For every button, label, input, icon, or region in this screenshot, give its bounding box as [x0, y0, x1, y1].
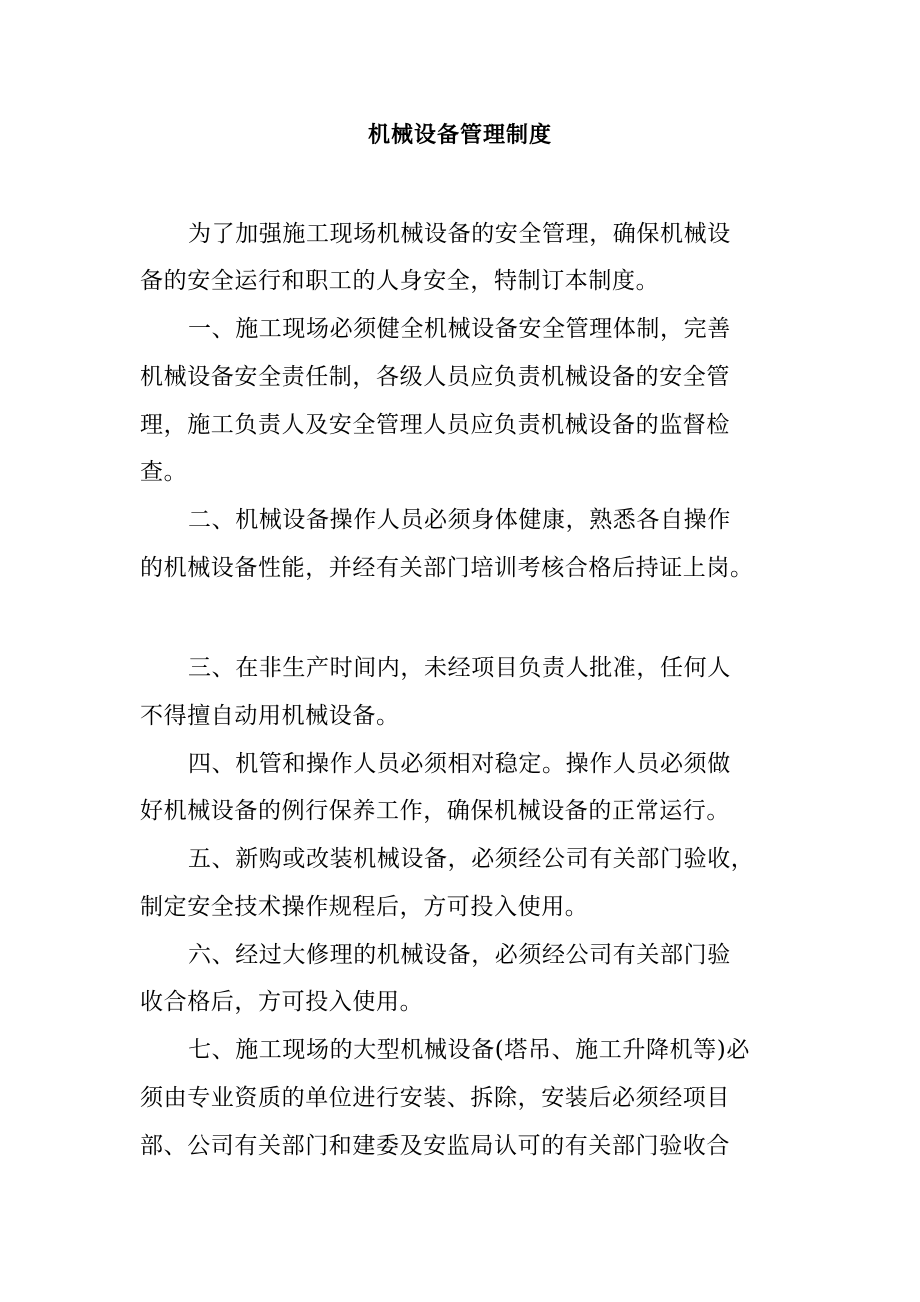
- paragraph-first-line: 六、经过大修理的机械设备，必须经公司有关部门验: [188, 942, 731, 968]
- paragraph-line: 的机械设备性能，并经有关部门培训考核合格后持证上岗。: [140, 555, 754, 581]
- paragraph-line: 机械设备安全责任制，各级人员应负责机械设备的安全管: [140, 364, 730, 390]
- paragraph-line: 制定安全技术操作规程后，方可投入使用。: [140, 894, 589, 920]
- paragraph-line: 查。: [140, 459, 188, 485]
- paragraph-first-line: 七、施工现场的大型机械设备(塔吊、施工升降机等)必: [188, 1037, 750, 1063]
- paragraph-line: 收合格后，方可投入使用。: [140, 989, 424, 1015]
- paragraph-line: 不得擅自动用机械设备。: [140, 703, 400, 729]
- paragraph-first-line: 二、机械设备操作人员必须身体健康，熟悉各自操作: [188, 507, 731, 533]
- paragraph-line: 须由专业资质的单位进行安装、拆除，安装后必须经项目: [140, 1085, 730, 1111]
- paragraph-first-line: 为了加强施工现场机械设备的安全管理，确保机械设: [188, 221, 731, 247]
- paragraph-first-line: 一、施工现场必须健全机械设备安全管理体制，完善: [188, 316, 731, 342]
- paragraph-first-line: 四、机管和操作人员必须相对稳定。操作人员必须做: [188, 751, 731, 777]
- paragraph-line: 理，施工负责人及安全管理人员应负责机械设备的监督检: [140, 412, 730, 438]
- paragraph-line: 部、公司有关部门和建委及安监局认可的有关部门验收合: [140, 1133, 730, 1159]
- paragraph-line: 备的安全运行和职工的人身安全，特制订本制度。: [140, 268, 660, 294]
- paragraph-line: 好机械设备的例行保养工作，确保机械设备的正常运行。: [140, 798, 730, 824]
- paragraph-first-line: 三、在非生产时间内，未经项目负责人批准，任何人: [188, 655, 731, 681]
- paragraph-first-line: 五、新购或改装机械设备，必须经公司有关部门验收，: [188, 846, 755, 872]
- document-title: 机械设备管理制度: [367, 123, 552, 148]
